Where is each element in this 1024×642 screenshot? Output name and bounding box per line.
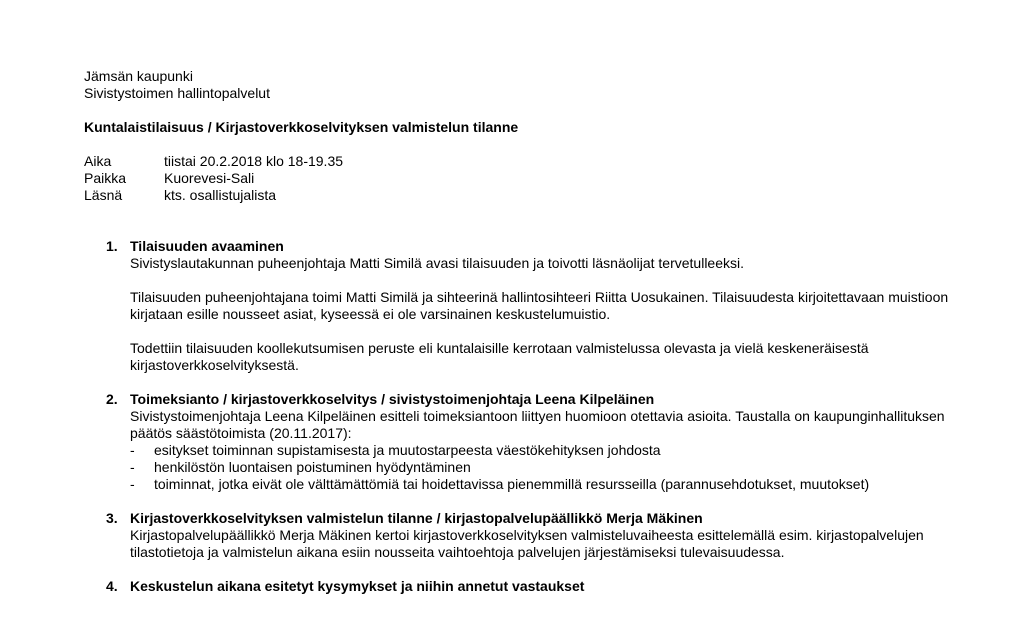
section-heading — [106, 578, 984, 595]
org-name: Jämsän kaupunki — [84, 68, 193, 84]
bullet-item — [130, 459, 984, 476]
meta-value: tiistai 20.2.2018 klo 18-19.35 — [164, 153, 344, 169]
bullet-list — [130, 442, 984, 493]
document-page — [84, 68, 984, 612]
bullet-dash: - — [130, 442, 135, 458]
section-number: 2. — [106, 391, 118, 407]
paragraph: Kirjastopalvelupäällikkö Merja Mäkinen kertoi kirjastoverkkoselvityksen valmisteluvaiheesta esittelemällä esim. kirjastopalvelujen tilastotietoja ja valmistelun aikana esiin nousseita vaihtoehtoja palvelujen järjestämiseksi tulevaisuudessa. — [130, 527, 924, 560]
section-heading — [106, 510, 984, 527]
bullet-item — [130, 476, 984, 493]
section-title: Tilaisuuden avaaminen — [130, 238, 284, 254]
org-unit: Sivistystoimen hallintopalvelut — [84, 85, 270, 101]
section-title: Kirjastoverkkoselvityksen valmistelun tilanne / kirjastopalvelupäällikkö Merja Mäkinen — [130, 510, 703, 526]
paragraph: Sivistyslautakunnan puheenjohtaja Matti Similä avasi tilaisuuden ja toivotti läsnäolijat tervetulleeksi. — [130, 255, 745, 271]
paragraph: Tilaisuuden puheenjohtajana toimi Matti Similä ja sihteerinä hallintosihteeri Riitta Uosukainen. Tilaisuudesta kirjoitettavaan muistioon kirjataan esille nousseet asiat, kyseessä ei ole varsinainen keskustelumuistio. — [130, 289, 949, 322]
section-body — [130, 408, 984, 493]
section-body — [130, 255, 984, 374]
section-4 — [106, 578, 984, 595]
meta-value: kts. osallistujalista — [164, 187, 277, 203]
bullet-dash: - — [130, 476, 135, 492]
document-title: Kuntalaistilaisuus / Kirjastoverkkoselvityksen valmistelun tilanne — [84, 119, 519, 135]
section-title: Keskustelun aikana esitetyt kysymykset ja niihin annetut vastaukset — [130, 578, 585, 594]
meta-label: Aika — [84, 153, 112, 169]
meta-row-time — [84, 153, 984, 170]
meeting-info — [84, 153, 984, 204]
section-heading — [106, 391, 984, 408]
section-number: 1. — [106, 238, 118, 254]
paragraph: Todettiin tilaisuuden koollekutsumisen peruste eli kuntalaisille kerrotaan valmistelussa olevasta ja vielä keskeneräisestä kirjastoverkkoselvityksestä. — [130, 340, 869, 373]
meta-value: Kuorevesi-Sali — [164, 170, 255, 186]
section-1 — [106, 238, 984, 374]
meta-label: Paikka — [84, 170, 127, 186]
bullet-item — [130, 442, 984, 459]
agenda-sections — [106, 238, 984, 595]
section-body — [130, 527, 984, 561]
meta-row-place — [84, 170, 984, 187]
meta-label: Läsnä — [84, 187, 123, 203]
section-title: Toimeksianto / kirjastoverkkoselvitys / sivistystoimenjohtaja Leena Kilpeläinen — [130, 391, 655, 407]
org-header — [84, 68, 984, 102]
bullet-dash: - — [130, 459, 135, 475]
bullet-text: esitykset toiminnan supistamisesta ja muutostarpeesta väestökehityksen johdosta — [154, 442, 661, 458]
section-heading — [106, 238, 984, 255]
bullet-text: henkilöstön luontaisen poistuminen hyödyntäminen — [154, 459, 471, 475]
section-number: 3. — [106, 510, 118, 526]
section-3 — [106, 510, 984, 561]
section-number: 4. — [106, 578, 118, 594]
bullet-text: toiminnat, jotka eivät ole välttämättömiä tai hoidettavissa pienemmillä resursseilla (parannusehdotukset, muutokset) — [154, 476, 870, 492]
meta-row-present — [84, 187, 984, 204]
paragraph: Sivistystoimenjohtaja Leena Kilpeläinen esitteli toimeksiantoon liittyen huomioon otettavia asioita. Taustalla on kaupunginhallituksen päätös säästötoimista (20.11.2017): — [130, 408, 945, 441]
section-2 — [106, 391, 984, 493]
